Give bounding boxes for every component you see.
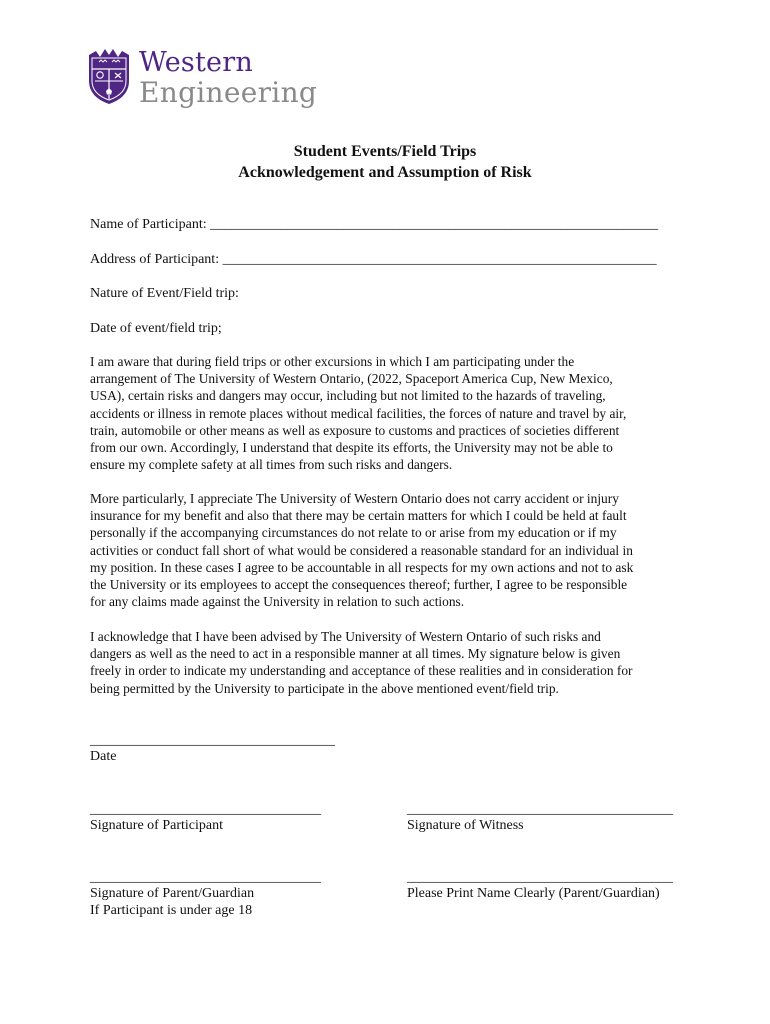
event-date-field[interactable]: Date of event/field trip; — [90, 321, 222, 336]
paragraph-line: being permitted by the University to participate in the above mentioned event/field trip. — [90, 680, 559, 696]
participant-address-field[interactable]: Address of Participant: ______________________________________________________________ — [90, 252, 657, 267]
paragraph-line: for any claims made against the University in relation to such actions. — [90, 594, 465, 610]
document-subtitle: Acknowledgement and Assumption of Risk — [238, 164, 532, 181]
logo-line-engineering: Engineering — [139, 76, 318, 109]
paragraph-line: train, automobile or other means as well as exposure to customs and practices of societies different — [90, 422, 620, 438]
paragraph-line: from our own. Accordingly, I understand that despite its efforts, the University may not be able to — [90, 440, 613, 456]
participant-signature-label: Signature of Participant — [90, 818, 223, 833]
witness-signature-label: Signature of Witness — [407, 818, 524, 833]
parent-signature-note: If Participant is under age 18 — [90, 903, 253, 918]
print-name-line[interactable]: ______________________________________ — [407, 870, 673, 885]
paragraph-risk-awareness — [90, 353, 690, 473]
parent-signature-line[interactable]: _________________________________ — [90, 870, 321, 885]
paragraph-line: I acknowledge that I have been advised by The University of Western Ontario of such risks and — [90, 629, 601, 644]
paragraph-line: freely in order to indicate my understanding and acceptance of these realities and in consideration for — [90, 663, 633, 679]
participant-signature-line[interactable]: _________________________________ — [90, 802, 321, 817]
paragraph-line: my position. In these cases I agree to be accountable in all respects for my own actions and not to ask — [90, 559, 634, 575]
paragraph-acknowledgement — [90, 628, 690, 697]
paragraph-line: accidents or illness in remote places without medical facilities, the forces of nature and travel by air, — [90, 405, 627, 421]
wordmark — [139, 47, 317, 107]
paragraph-insurance — [90, 490, 690, 610]
document-title: Student Events/Field Trips — [293, 143, 477, 160]
paragraph-line: activities or conduct fall short of what would be considered a reasonable standard for an individual in — [90, 542, 633, 558]
participant-name-field[interactable]: Name of Participant: ________________________________________________________________ — [90, 217, 659, 232]
paragraph-line: I am aware that during field trips or other excursions in which I am participating under the — [90, 354, 575, 369]
paragraph-line: dangers as well as the need to act in a responsible manner at all times. My signature below is given — [90, 646, 621, 662]
witness-signature-line[interactable]: ______________________________________ — [407, 802, 673, 817]
paragraph-line: insurance for my benefit and also that there may be certain matters for which I could be held at fault — [90, 508, 627, 524]
paragraph-line: the University or its employees to accept the consequences thereof; further, I agree to be responsible — [90, 577, 628, 593]
paragraph-line: personally if the accompanying circumstances do not relate to or arise from my education or if my — [90, 525, 617, 541]
logo-line-western: Western — [139, 47, 253, 78]
print-name-label: Please Print Name Clearly (Parent/Guardian) — [407, 886, 660, 901]
paragraph-line: arrangement of The University of Western Ontario, (2022, Spaceport America Cup, New Mexico, — [90, 371, 613, 387]
paragraph-line: USA), certain risks and dangers may occur, including but not limited to the hazards of traveling, — [90, 388, 606, 404]
date-signature-line[interactable]: ___________________________________ — [90, 733, 335, 748]
logo — [87, 47, 317, 111]
parent-signature-label: Signature of Parent/Guardian — [90, 886, 255, 901]
event-nature-field[interactable]: Nature of Event/Field trip: — [90, 286, 239, 301]
paragraph-line: ensure my complete safety at all times from such risks and dangers. — [90, 457, 453, 473]
university-crest-icon — [87, 47, 131, 105]
paragraph-line: More particularly, I appreciate The University of Western Ontario does not carry accident or injury — [90, 491, 619, 506]
date-label: Date — [90, 749, 117, 764]
